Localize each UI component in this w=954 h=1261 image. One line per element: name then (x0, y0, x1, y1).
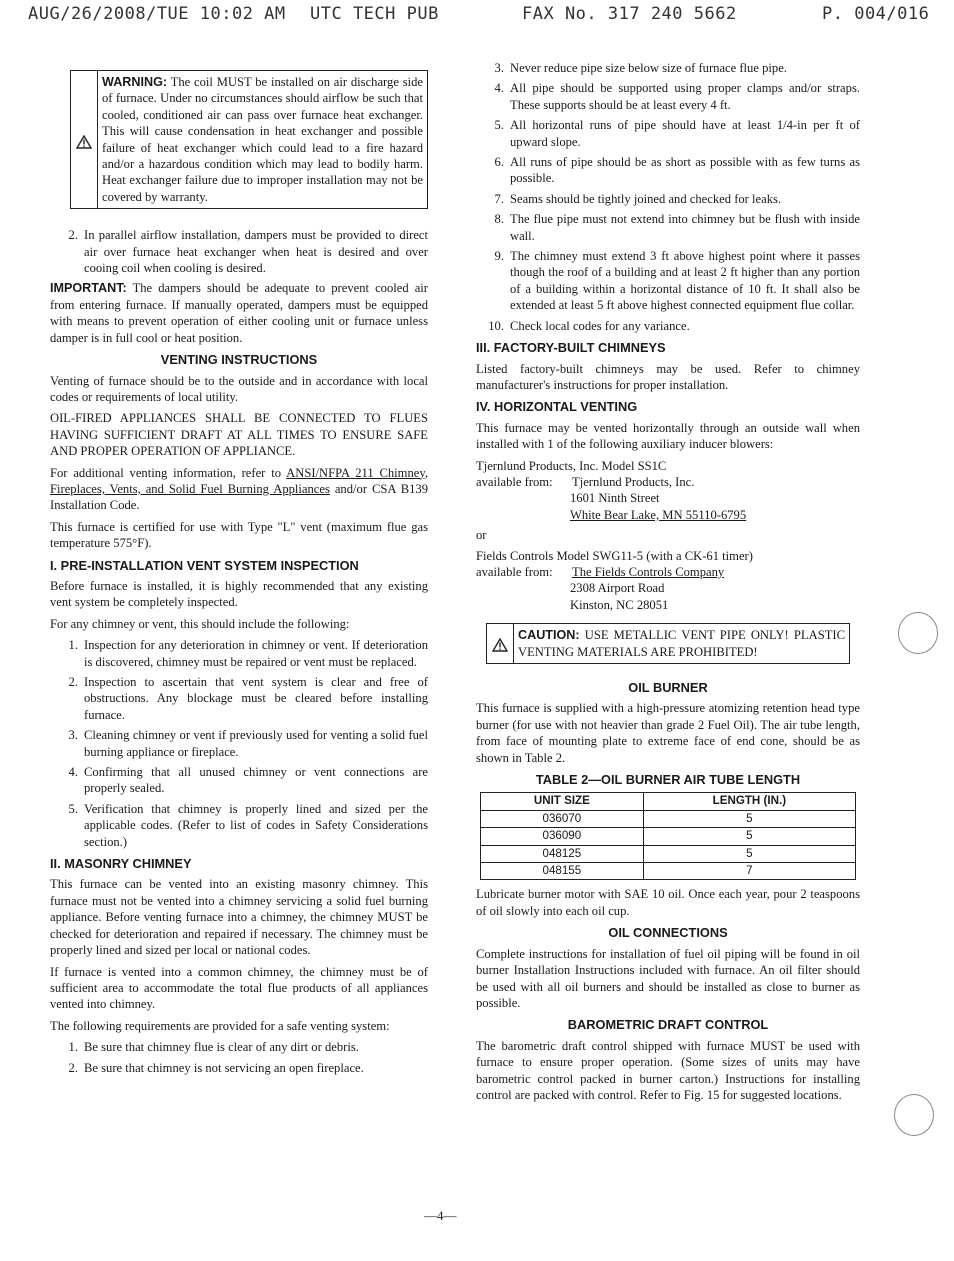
table-header-row: UNIT SIZE LENGTH (IN.) (481, 793, 856, 810)
fields-availability: available from: The Fields Controls Company (476, 564, 725, 579)
list-item: 9. The chimney must extend 3 ft above highest point where it passes though the roof of a building and at least 2 ft higher than any portion of a building within a horizontal distance of 10 ft. It shall also be extended at least 5 ft above highest connected equipment flue collar. (494, 249, 860, 313)
tjernlund-model: Tjernlund Products, Inc. Model SS1C (476, 458, 667, 473)
lubrication-paragraph: Lubricate burner motor with SAE 10 oil. Once each year, pour 2 teaspoons of oil slowly into each oil cup. (476, 887, 860, 918)
list-item: 6. All runs of pipe should be as short as possible with as few turns as possible. (494, 155, 860, 186)
section-4-heading: IV. HORIZONTAL VENTING (476, 399, 638, 415)
venting-reference-paragraph: For additional venting information, refer to ANSI/NFPA 211 Chimney, Fireplaces, Vents, and Solid Fuel Burning Appliances and/or CSA B139 Installation Code. (50, 465, 428, 513)
fax-page: P. 004/016 (822, 4, 930, 24)
table-2-title: TABLE 2—OIL BURNER AIR TUBE LENGTH (535, 772, 801, 788)
warning-triangle-icon (76, 135, 92, 149)
fields-street: 2308 Airport Road (570, 581, 665, 596)
left-column (50, 60, 428, 1080)
tjernlund-availability: available from: Tjernlund Products, Inc. (476, 474, 695, 489)
warning-triangle-icon (492, 638, 508, 652)
fax-date: AUG/26/2008/TUE 10:02 AM (28, 4, 286, 24)
list-item: 10. Check local codes for any variance. (488, 318, 690, 333)
oil-connections-paragraph: Complete instructions for installation of fuel oil piping will be found in oil burner Installation Instructions included with furnace. An oil filter should be used with all oil burners and should be installed as close to burner as possible. (476, 946, 860, 1010)
caution-text: CAUTION: USE METALLIC VENT PIPE ONLY! PLASTIC VENTING MATERIALS ARE PROHIBITED! (518, 628, 845, 659)
binder-hole (898, 612, 938, 654)
list-item: 3. Never reduce pipe size below size of furnace flue pipe. (494, 61, 787, 75)
factory-built-paragraph: Listed factory-built chimneys may be used. Refer to chimney manufacturer's instructions for proper installation. (476, 361, 860, 392)
section-1-heading: I. PRE-INSTALLATION VENT SYSTEM INSPECTION (50, 557, 359, 573)
air-tube-length-table (480, 792, 856, 880)
list-item: 1. Be sure that chimney flue is clear of any dirt or debris. (68, 1040, 359, 1055)
list-item: 1. Inspection for any deterioration in chimney or vent. If deterioration is discovered, chimney must be repaired or vent must be replaced. (68, 638, 428, 669)
chimney-requirements-list (476, 60, 860, 334)
horizontal-venting-paragraph: This furnace may be vented horizontally through an outside wall when installed with 1 of the following auxiliary inducer blowers: (476, 420, 860, 452)
list-item: 7. Seams should be tightly joined and checked for leaks. (494, 191, 782, 206)
warning-body: The coil MUST be installed on air discharge side of furnace. Under no circumstances should airflow be such that cooled, conditioned air can pass over furnace heat exchanger. This will cause condensation in heat exchanger and possible failure of heat exchanger which could lead to a fire hazard and/or a hazardous condition which may lead to bodily harm. Heat exchanger failure due to improper installation may not be covered by warranty. (102, 75, 423, 204)
list-item: 3. Cleaning chimney or vent if previously used for venting a solid fuel burning appliance or fireplace. (68, 728, 428, 759)
page-number: —4— (424, 1208, 457, 1223)
table-row: 036070 5 (481, 810, 856, 827)
venting-caps-paragraph: OIL-FIRED APPLIANCES SHALL BE CONNECTED TO FLUES HAVING SUFFICIENT DRAFT AT ALL TIMES TO ENSURE SAFE AND PROPER OPERATION OF APPLIANCE. (50, 411, 428, 459)
tjernlund-street: 1601 Ninth Street (570, 491, 660, 506)
inspection-list (50, 637, 428, 850)
warning-icon-cell (71, 71, 98, 208)
section-1-list-intro: For any chimney or vent, this should include the following: (50, 616, 350, 631)
venting-heading: VENTING INSTRUCTIONS (160, 352, 318, 368)
barometric-paragraph: The barometric draft control shipped with furnace MUST be used with furnace to ensure proper operation. (Some sizes of units may have barometric control packed in burner carton.) Instructions for installing control are packed with control. Refer to Fig. 15 for suggested locations. (476, 1038, 860, 1102)
oil-connections-heading: OIL CONNECTIONS (608, 925, 728, 941)
list-item: 5. Verification that chimney is properly lined and sized per the applicable codes. (Refer to list of codes in Safety Considerations section.) (68, 801, 428, 849)
fields-city: Kinston, NC 28051 (570, 597, 669, 612)
binder-hole (894, 1094, 934, 1136)
table-row: 048155 7 (481, 863, 856, 880)
requirements-intro: The following requirements are provided for a safe venting system: (50, 1018, 390, 1033)
section-2-heading: II. MASONRY CHIMNEY (50, 856, 192, 872)
fax-header (28, 4, 932, 28)
table-row: 036090 5 (481, 828, 856, 845)
fax-sender: UTC TECH PUB (310, 4, 439, 24)
list-item: 5. All horizontal runs of pipe should have at least 1/4-in per ft of upward slope. (494, 118, 860, 149)
section-3-heading: III. FACTORY-BUILT CHIMNEYS (476, 340, 666, 356)
or-separator: or (476, 528, 487, 543)
warning-box (70, 70, 428, 209)
fax-number: FAX No. 317 240 5662 (522, 4, 737, 24)
right-column (476, 60, 860, 1108)
tjernlund-city: White Bear Lake, MN 55110-6795 (570, 507, 747, 522)
ansi-reference: ANSI/NFPA 211 Chimney, Fireplaces, Vents, and Solid Fuel Burning Appliances (50, 465, 428, 496)
barometric-heading: BAROMETRIC DRAFT CONTROL (567, 1017, 769, 1033)
list-item: 2. In parallel airflow installation, dampers must be provided to direct air over furnace heat exchanger when heat is desired and over cooing coil when cooling is desired. (68, 228, 428, 276)
list-item: 2. Be sure that chimney is not servicing an open fireplace. (68, 1060, 364, 1075)
common-chimney-paragraph: If furnace is vented into a common chimney, the chimney must be of sufficient area to accommodate the total flue products of all appliances vented into chimney. (50, 964, 428, 1012)
caution-icon-cell (487, 624, 514, 663)
fields-model: Fields Controls Model SWG11-5 (with a CK-61 timer) (476, 548, 753, 563)
list-item: 2. Inspection to ascertain that vent system is clear and free of obstructions. Any blockage must be cleared before installing furnace. (68, 675, 428, 722)
important-note: IMPORTANT: The dampers should be adequate to prevent cooled air from entering furnace. If manually operated, dampers must be equipped with means to prevent operation of either cooling unit or furnace unless damper is in full cool or heat position. (50, 281, 428, 345)
section-1-intro: Before furnace is installed, it is highly recommended that any existing vent system be completely inspected. (50, 578, 428, 610)
oil-burner-heading: OIL BURNER (628, 680, 708, 695)
table-row: 048125 5 (481, 845, 856, 862)
venting-paragraph: Venting of furnace should be to the outside and in accordance with local codes or requirements of local utility. (50, 373, 428, 404)
list-item: 4. Confirming that all unused chimney or vent connections are properly sealed. (68, 765, 428, 796)
warning-text (98, 71, 427, 208)
masonry-paragraph: This furnace can be vented into an existing masonry chimney. This furnace must not be vented into a chimney servicing a solid fuel burning appliance. Before venting furnace into a chimney, the chimney MUST be checked for deterioration and repaired if necessary. The chimney must be properly lined and sized per local or national codes. (50, 877, 428, 958)
list-item: 4. All pipe should be supported using proper clamps and/or straps. These supports should be at least every 4 ft. (494, 81, 860, 112)
oil-burner-paragraph: This furnace is supplied with a high-pressure atomizing retention head type burner (for use with not heavier than grade 2 Fuel Oil). The air tube length, from face of mounting plate to extreme face of end cone, should be as shown in Table 2. (476, 701, 860, 765)
warning-label: WARNING: (102, 75, 168, 89)
caution-box (486, 623, 850, 664)
vent-certification: This furnace is certified for use with Type "L" vent (maximum flue gas temperature 575°F). (50, 519, 428, 551)
list-item: 8. The flue pipe must not extend into chimney but be flush with inside wall. (494, 212, 860, 243)
